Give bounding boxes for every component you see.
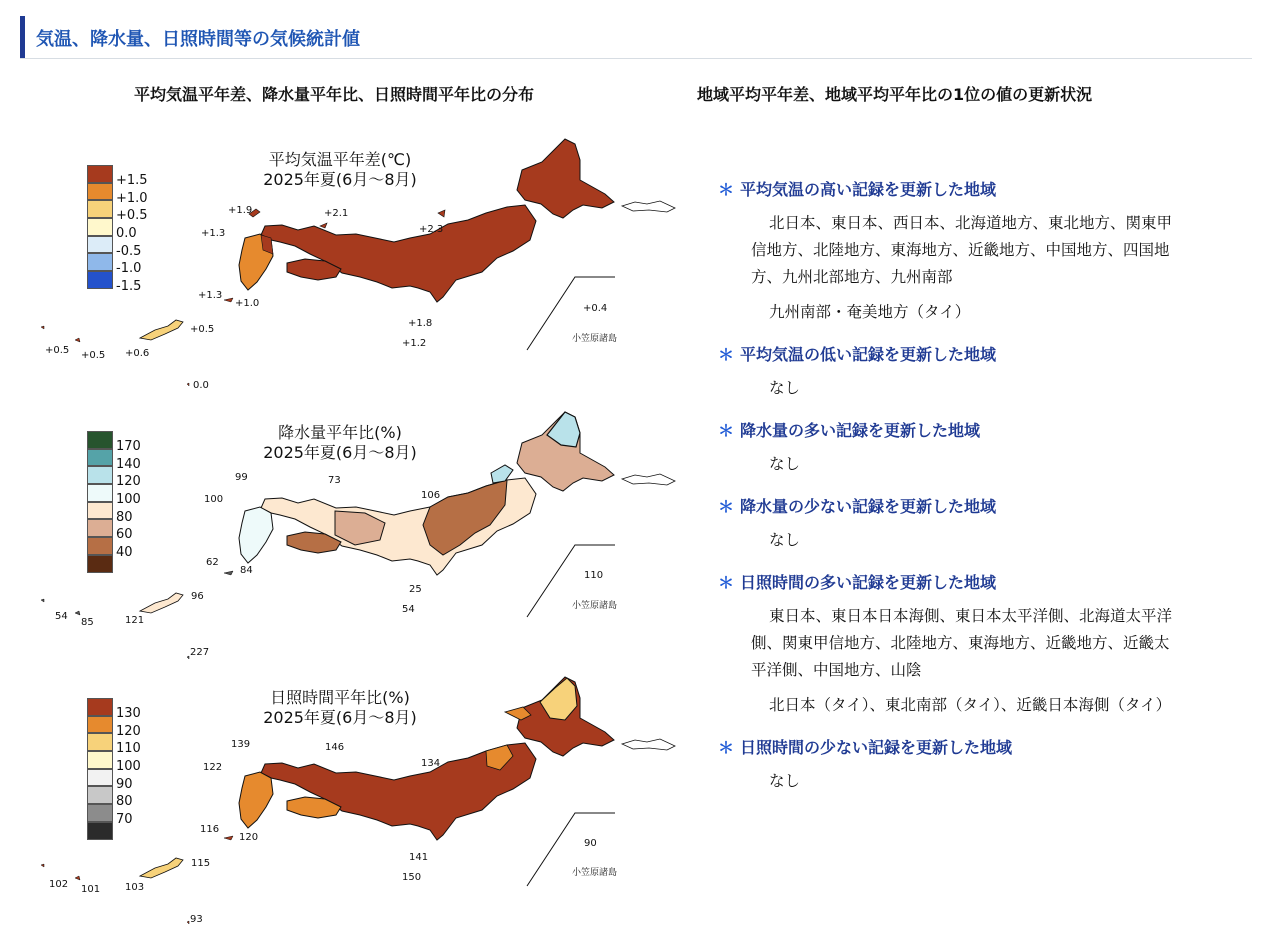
ryukyu-dots (41, 836, 233, 924)
record-high-precipitation (718, 419, 1248, 478)
legend-label: 90 (116, 776, 133, 792)
record-line: 北日本、東日本、西日本、北海道地方、東北地方、関東甲 (769, 214, 1173, 232)
legend-label: 80 (116, 509, 133, 525)
legend-row (87, 519, 172, 543)
legend-label: +0.5 (116, 208, 148, 224)
legend-label: +1.0 (116, 190, 148, 206)
sado-island (438, 210, 445, 217)
map-value-label: 54 (402, 604, 415, 615)
map-value-label: 150 (402, 872, 422, 883)
legend-row (87, 271, 172, 295)
record-status-title: 地域平均平年差、地域平均平年比の1位の値の更新状況 (697, 85, 1093, 104)
legend-row (87, 218, 172, 242)
legend-swatch (87, 733, 113, 751)
legend-row (87, 466, 172, 490)
legend-row (87, 751, 172, 775)
map-value-label: 99 (235, 472, 248, 483)
page-title: 気温、降水量、日照時間等の気候統計値 (36, 29, 360, 50)
okinawa-islands (140, 320, 183, 340)
ogasawara-label: 小笠原諸島 (572, 868, 618, 878)
kuril-islands (622, 739, 675, 750)
map-value-label: 101 (81, 884, 101, 895)
asterisk-icon: ＊ (718, 345, 735, 364)
map-value-label: 73 (328, 475, 341, 486)
hokkaido-area (517, 139, 614, 218)
precipitation-legend (87, 431, 172, 573)
record-heading: ＊ 日照時間の少ない記録を更新した地域 (718, 738, 1013, 757)
legend-row (87, 165, 172, 188)
sunshine-legend (87, 698, 172, 840)
map-value-label: 90 (584, 838, 597, 849)
record-body (751, 527, 1248, 554)
legend-swatch (87, 786, 113, 804)
record-line: 東日本、東日本日本海側、東日本太平洋側、北海道太平洋 (769, 607, 1173, 625)
record-line: なし (769, 772, 801, 790)
map-value-label: +1.0 (235, 298, 260, 309)
map-value-label: +2.1 (324, 208, 349, 219)
temperature-anomaly-map (35, 122, 685, 392)
record-body (751, 210, 1248, 326)
map-value-label: 121 (125, 615, 145, 626)
honshu-area (261, 205, 536, 302)
map-value-label: 227 (190, 647, 210, 658)
ogasawara-label: 小笠原諸島 (572, 601, 618, 611)
map-value-label: 115 (191, 858, 211, 869)
legend-swatch (87, 716, 113, 734)
legend-label: 40 (116, 545, 133, 561)
map-value-label: 102 (49, 879, 69, 890)
legend-label: 70 (116, 812, 133, 828)
legend-label: 0.0 (116, 226, 137, 242)
map-value-label: +1.9 (228, 205, 253, 216)
record-heading: ＊ 降水量の少ない記録を更新した地域 (718, 497, 997, 516)
legend-row (87, 200, 172, 224)
record-heading: ＊ 平均気温の低い記録を更新した地域 (718, 345, 997, 364)
legend-swatch (87, 502, 113, 520)
asterisk-icon: ＊ (718, 573, 735, 592)
legend-swatch (87, 431, 113, 449)
map-value-label: 141 (409, 852, 429, 863)
legend-label: 80 (116, 794, 133, 810)
record-body (751, 451, 1248, 478)
legend-swatch (87, 822, 113, 840)
record-body (751, 375, 1248, 402)
kyushu-area (239, 772, 273, 828)
legend-label: 110 (116, 741, 141, 757)
map-value-label: 93 (190, 914, 203, 925)
legend-row (87, 502, 172, 525)
precipitation-map-title: 降水量平年比(%) 2025年夏(6月〜8月) (263, 423, 417, 462)
header-accent-bar (20, 16, 25, 58)
legend-row (87, 822, 172, 840)
precipitation-ratio-map (35, 395, 685, 665)
legend-swatch (87, 555, 113, 573)
legend-label: +1.5 (116, 173, 148, 188)
legend-row (87, 804, 172, 828)
legend-row (87, 484, 172, 508)
map-value-label: 120 (239, 832, 259, 843)
map-value-label: 103 (125, 882, 145, 893)
map-value-label: 54 (55, 611, 68, 622)
asterisk-icon: ＊ (718, 497, 735, 516)
distribution-title: 平均気温平年差、降水量平年比、日照時間平年比の分布 (134, 85, 535, 104)
legend-swatch (87, 200, 113, 218)
legend-label: -1.0 (116, 261, 142, 277)
legend-label: 120 (116, 474, 141, 490)
kuril-islands (622, 201, 675, 212)
record-heading: ＊ 日照時間の多い記録を更新した地域 (718, 573, 997, 592)
legend-row (87, 555, 172, 573)
record-high-sunshine (718, 571, 1248, 719)
map-value-label: +2.3 (419, 224, 444, 235)
record-low-sunshine (718, 736, 1248, 795)
asterisk-icon: ＊ (718, 421, 735, 440)
page-header (20, 16, 1252, 59)
record-low-temperature (718, 343, 1248, 402)
map-value-label: 25 (409, 584, 422, 595)
legend-row (87, 431, 172, 454)
record-low-precipitation (718, 495, 1248, 554)
legend-swatch (87, 804, 113, 822)
temperature-map-title: 平均気温平年差(℃) 2025年夏(6月〜8月) (263, 150, 417, 189)
map-value-label: 96 (191, 591, 204, 602)
record-line: 平洋側、中国地方、山陰 (751, 661, 922, 679)
legend-swatch (87, 537, 113, 555)
ryukyu-dots (41, 298, 233, 386)
legend-swatch (87, 751, 113, 769)
legend-swatch (87, 253, 113, 271)
record-tie: 九州南部・奄美地方（タイ） (769, 303, 971, 321)
asterisk-icon: ＊ (718, 180, 735, 199)
record-line: なし (769, 531, 801, 549)
map-value-label: 116 (200, 824, 220, 835)
map-value-label: +0.5 (45, 345, 70, 356)
legend-swatch (87, 466, 113, 484)
map-value-label: 134 (421, 758, 441, 769)
record-heading: ＊ 降水量の多い記録を更新した地域 (718, 421, 981, 440)
legend-swatch (87, 218, 113, 236)
record-body (751, 768, 1248, 795)
map-value-label: 62 (206, 557, 219, 568)
legend-swatch (87, 236, 113, 254)
record-tie: 北日本（タイ）、東北南部（タイ）、近畿日本海側（タイ） (769, 696, 1172, 714)
record-update-list (718, 178, 1248, 812)
legend-row (87, 786, 172, 810)
legend-label: -1.5 (116, 279, 142, 295)
legend-label: 60 (116, 527, 133, 543)
map-value-label: 106 (421, 490, 441, 501)
map-value-label: +1.8 (408, 318, 433, 329)
oki-island (320, 223, 327, 228)
map-value-label: +0.4 (583, 303, 608, 314)
kyushu-area (239, 507, 273, 563)
asterisk-icon: ＊ (718, 738, 735, 757)
okinawa-islands (140, 858, 183, 878)
legend-swatch (87, 698, 113, 716)
legend-label: 130 (116, 706, 141, 721)
legend-row (87, 716, 172, 739)
map-value-label: +1.3 (201, 228, 226, 239)
legend-swatch (87, 183, 113, 201)
map-value-label: +0.5 (190, 324, 215, 335)
legend-row (87, 183, 172, 206)
record-line: 方、九州北部地方、九州南部 (751, 268, 953, 286)
legend-label: 100 (116, 759, 141, 775)
legend-row (87, 769, 172, 792)
map-value-label: +0.6 (125, 348, 150, 359)
legend-row (87, 253, 172, 277)
record-heading: ＊ 平均気温の高い記録を更新した地域 (718, 180, 997, 199)
legend-swatch (87, 449, 113, 467)
okinawa-islands (140, 593, 183, 613)
legend-row (87, 449, 172, 472)
legend-swatch (87, 165, 113, 183)
record-high-temperature (718, 178, 1248, 326)
legend-label: -0.5 (116, 243, 142, 259)
map-value-label: +0.5 (81, 350, 106, 361)
map-value-label: 139 (231, 739, 251, 750)
legend-row (87, 236, 172, 259)
sunshine-ratio-map (35, 660, 685, 930)
sunshine-map-title: 日照時間平年比(%) 2025年夏(6月〜8月) (263, 688, 417, 727)
map-value-label: +1.2 (402, 338, 427, 349)
map-value-label: 100 (204, 494, 224, 505)
kuril-islands (622, 474, 675, 485)
legend-row (87, 733, 172, 757)
legend-label: 170 (116, 439, 141, 454)
map-value-label: 122 (203, 762, 223, 773)
map-value-label: 84 (240, 565, 253, 576)
record-line: 信地方、北陸地方、東海地方、近畿地方、中国地方、四国地 (751, 241, 1170, 259)
record-line: なし (769, 379, 801, 397)
map-value-label: 85 (81, 617, 94, 628)
legend-row (87, 537, 172, 561)
record-line: なし (769, 455, 801, 473)
map-value-label: 146 (325, 742, 345, 753)
legend-row (87, 698, 172, 721)
ogasawara-label: 小笠原諸島 (572, 334, 618, 344)
record-body (751, 603, 1248, 719)
legend-label: 120 (116, 723, 141, 739)
legend-swatch (87, 271, 113, 289)
map-value-label: +1.3 (198, 290, 223, 301)
temperature-legend (87, 165, 172, 295)
legend-label: 100 (116, 492, 141, 508)
legend-swatch (87, 769, 113, 787)
record-line: 側、関東甲信地方、北陸地方、東海地方、近畿地方、近畿太 (751, 634, 1170, 652)
map-value-label: 0.0 (193, 380, 209, 391)
legend-swatch (87, 484, 113, 502)
legend-label: 140 (116, 456, 141, 472)
legend-swatch (87, 519, 113, 537)
map-value-label: 110 (584, 570, 604, 581)
